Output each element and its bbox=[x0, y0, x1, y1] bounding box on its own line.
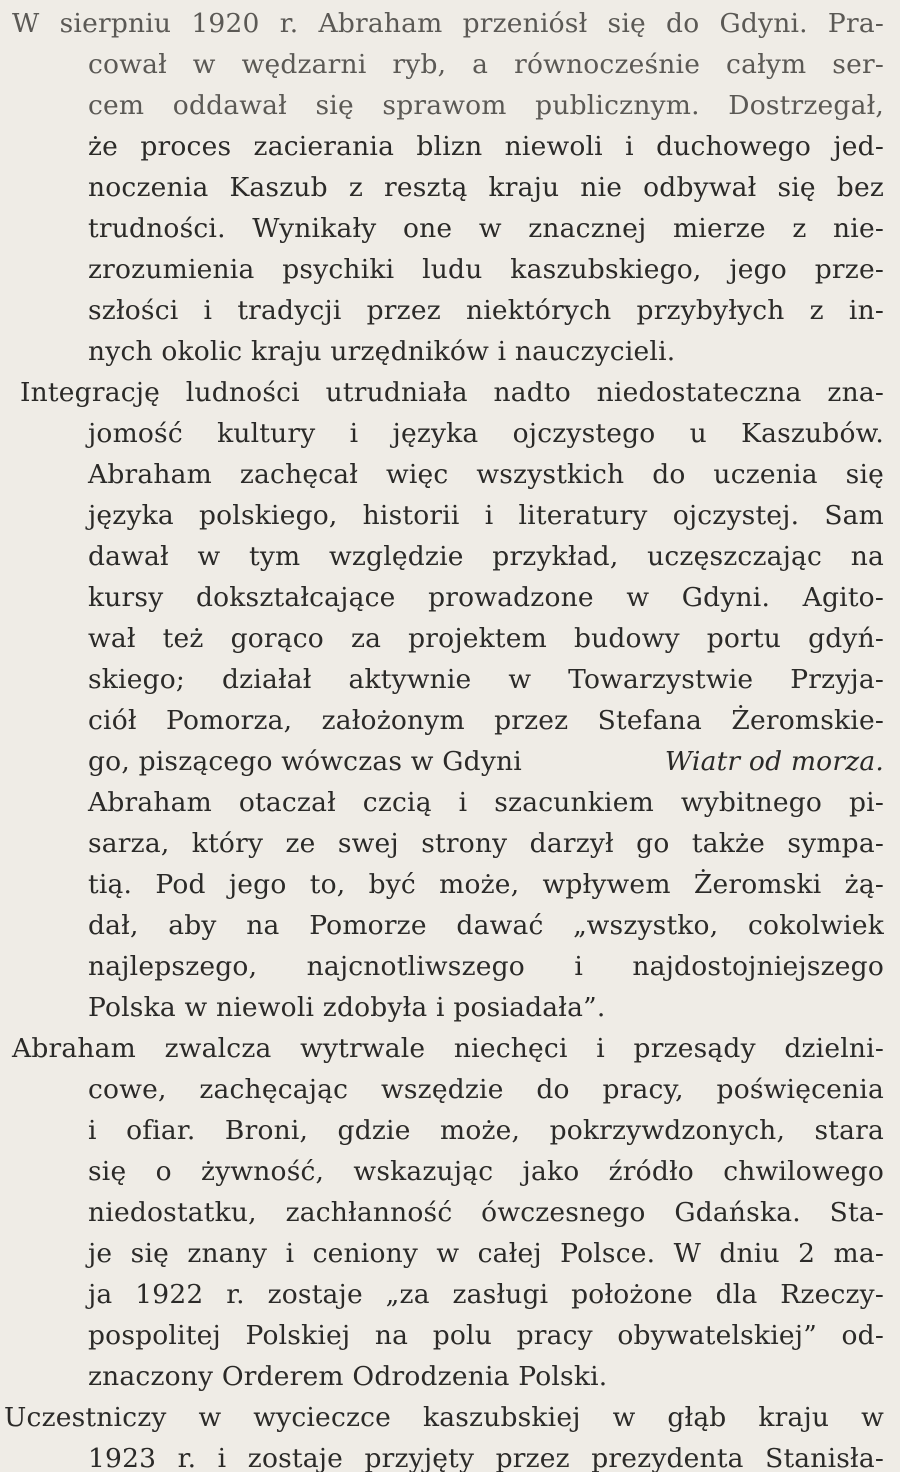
text-line: niedostatku, zachłanność ówczesnego Gdańska. Sta- bbox=[88, 1197, 884, 1228]
text-line: skiego; działał aktywnie w Towarzystwie Przyja- bbox=[88, 664, 884, 695]
text-line: nych okolic kraju urzędników i nauczycieli. bbox=[88, 336, 676, 367]
text-line: jomość kultury i języka ojczystego u Kaszubów. bbox=[88, 418, 884, 449]
text-line: wał też gorąco za projektem budowy portu gdyń- bbox=[88, 623, 884, 654]
text-line: tią. Pod jego to, być może, wpływem Żeromski żą- bbox=[88, 869, 884, 900]
text-line-with-title bbox=[88, 742, 884, 782]
text-line: ja 1922 r. zostaje „za zasługi położone dla Rzeczy- bbox=[88, 1279, 884, 1310]
text-line: najlepszego, najcnotliwszego i najdostojniejszego bbox=[88, 951, 884, 982]
text-line: znaczony Orderem Odrodzenia Polski. bbox=[88, 1361, 608, 1392]
text-line: sarza, który ze swej strony darzył go także sympa- bbox=[88, 828, 884, 859]
book-title: Wiatr od morza. bbox=[664, 746, 884, 777]
text-line: się o żywność, wskazując jako źródło chwilowego bbox=[88, 1156, 884, 1187]
text-line: Abraham zwalcza wytrwale niechęci i przesądy dzielni- bbox=[12, 1033, 884, 1064]
text-line: dawał w tym względzie przykład, uczęszczając na bbox=[88, 541, 884, 572]
text-line: Abraham zachęcał więc wszystkich do uczenia się bbox=[88, 459, 884, 490]
text-line: ciół Pomorza, założonym przez Stefana Żeromskie- bbox=[88, 705, 884, 736]
text-line: kursy dokształcające prowadzone w Gdyni. Agito- bbox=[88, 582, 884, 613]
text-line: cem oddawał się sprawom publicznym. Dostrzegał, bbox=[88, 90, 884, 121]
text-line: Polska w niewoli zdobyła i posiadała”. bbox=[88, 992, 606, 1023]
text-line: języka polskiego, historii i literatury ojczystej. Sam bbox=[88, 500, 884, 531]
text-line: szłości i tradycji przez niektórych przybyłych z in- bbox=[88, 295, 884, 326]
text-segment: go, piszącego wówczas w Gdyni bbox=[88, 746, 522, 777]
text-line: W sierpniu 1920 r. Abraham przeniósł się do Gdyni. Pra- bbox=[12, 8, 884, 39]
text-line: je się znany i ceniony w całej Polsce. W dniu 2 ma- bbox=[88, 1238, 884, 1269]
text-line: cowe, zachęcając wszędzie do pracy, poświęcenia bbox=[88, 1074, 884, 1105]
text-line: Uczestniczy w wycieczce kaszubskiej w głąb kraju w bbox=[4, 1402, 884, 1433]
text-line: Integrację ludności utrudniała nadto niedostateczna zna- bbox=[20, 377, 884, 408]
text-line: dał, aby na Pomorze dawać „wszystko, cokolwiek bbox=[88, 910, 884, 941]
text-line: Abraham otaczał czcią i szacunkiem wybitnego pi- bbox=[88, 787, 884, 818]
text-line: trudności. Wynikały one w znacznej mierze z nie- bbox=[88, 213, 884, 244]
text-line: i ofiar. Broni, gdzie może, pokrzywdzonych, stara bbox=[88, 1115, 884, 1146]
text-line: cował w wędzarni ryb, a równocześnie całym ser- bbox=[88, 49, 884, 80]
text-line: zrozumienia psychiki ludu kaszubskiego, jego prze- bbox=[88, 254, 884, 285]
text-line: pospolitej Polskiej na polu pracy obywatelskiej” od- bbox=[88, 1320, 884, 1351]
text-line: 1923 r. i zostaje przyjęty przez prezydenta Stanisła- bbox=[88, 1443, 884, 1472]
text-line: że proces zacierania blizn niewoli i duchowego jed- bbox=[88, 131, 884, 162]
text-line: noczenia Kaszub z resztą kraju nie odbywał się bez bbox=[88, 172, 884, 203]
